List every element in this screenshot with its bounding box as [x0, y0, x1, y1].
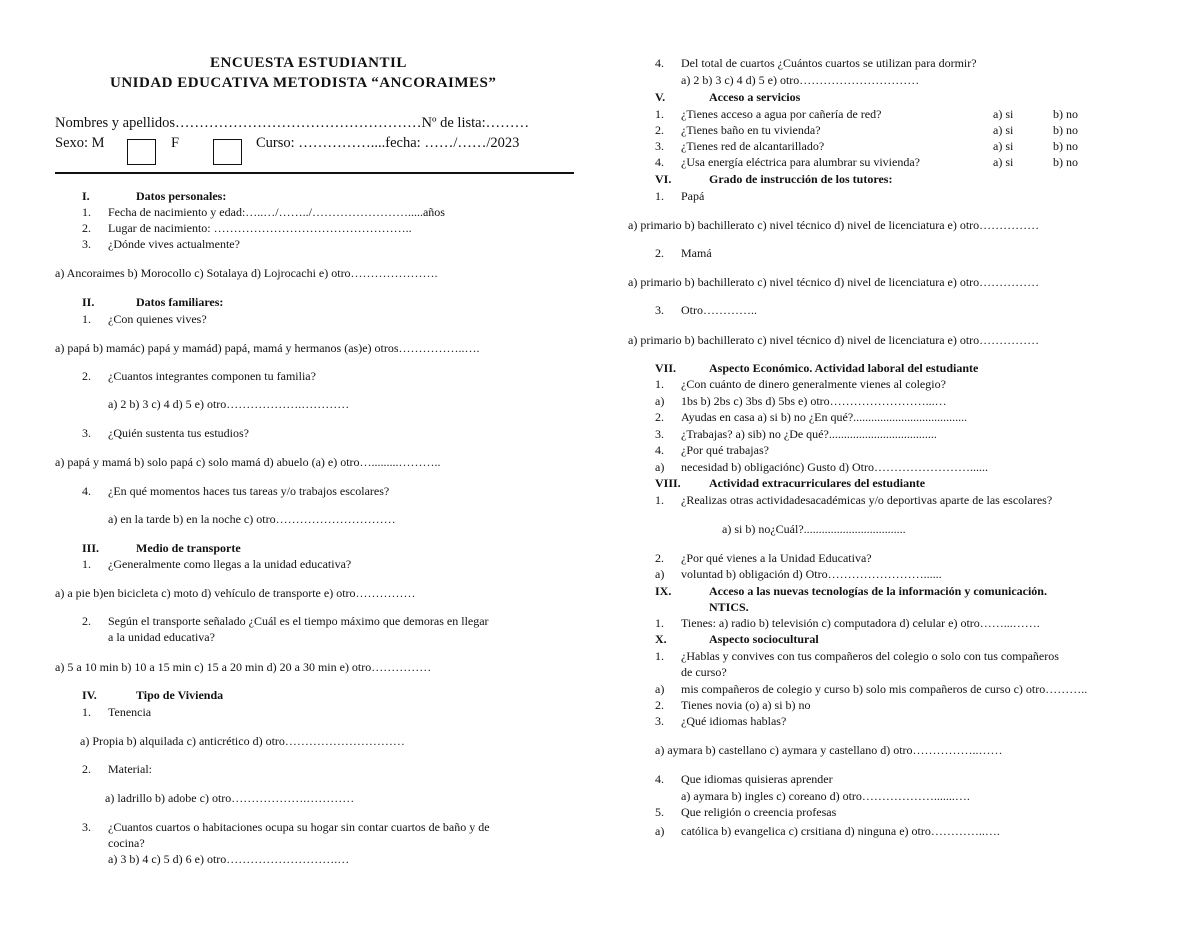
question-text: Que religión o creencia profesas: [681, 805, 837, 819]
answer-options: a) primario b) bachillerato c) nivel técnico d) nivel de licenciatura e) otro……………: [628, 333, 1040, 347]
header-divider: [55, 172, 574, 174]
section-number: III.: [82, 541, 100, 555]
answer-options: a) 2 b) 3 c) 4 d) 5 e) otro…………………………: [681, 73, 920, 87]
section-title: NTICS.: [709, 600, 749, 614]
question-text: ¿Generalmente como llegas a la unidad educativa?: [108, 557, 352, 571]
answer-options: a) primario b) bachillerato c) nivel técnico d) nivel de licenciatura e) otro……………: [628, 218, 1040, 232]
question-text: Tenencia: [108, 705, 152, 719]
answer-options: b) no: [1053, 123, 1078, 137]
answer-options: a) papá y mamá b) solo papá c) solo mamá d) abuelo (a) e) otro….........………..: [55, 455, 441, 469]
section-title: Medio de transporte: [136, 541, 241, 555]
question-text: Que idiomas quisieras aprender: [681, 772, 833, 786]
question-text: 3.: [655, 714, 664, 728]
answer-options: a) Propia b) alquilada c) anticrético d) otro…………………………: [80, 734, 405, 748]
question-text: cocina?: [108, 836, 145, 850]
survey-title: ENCUESTA ESTUDIANTIL: [210, 55, 407, 71]
school-title: UNIDAD EDUCATIVA METODISTA “ANCORAIMES”: [110, 75, 497, 91]
question-text: Tienes: a) radio b) televisión c) computadora d) celular e) otro……...…….: [681, 616, 1040, 630]
question-text: 2.: [82, 221, 91, 235]
question-text: ¿Por qué vienes a la Unidad Educativa?: [681, 551, 872, 565]
question-text: 4.: [655, 155, 664, 169]
question-text: 2.: [655, 551, 664, 565]
question-text: ¿Trabajas? a) sib) no ¿De qué?....................................: [681, 427, 937, 441]
question-text: 1.: [82, 312, 91, 326]
question-text: 3.: [82, 426, 91, 440]
question-text: Mamá: [681, 246, 712, 260]
answer-options: a) si: [993, 139, 1014, 153]
question-text: ¿Tienes red de alcantarillado?: [681, 139, 825, 153]
section-title: Aspecto sociocultural: [709, 632, 819, 646]
question-text: Ayudas en casa a) si b) no ¿En qué?......................................: [681, 410, 968, 424]
question-text: 4.: [82, 484, 91, 498]
answer-options: b) no: [1053, 107, 1078, 121]
answer-options: b) no: [1053, 155, 1078, 169]
answer-options: a): [655, 460, 665, 474]
answer-options: a) 2 b) 3 c) 4 d) 5 e) otro……………….…………: [108, 397, 350, 411]
section-title: Acceso a las nuevas tecnologías de la información y comunicación.: [709, 584, 1047, 598]
question-text: de curso?: [681, 665, 727, 679]
answer-options: a) aymara b) ingles c) coreano d) otro……………….......….: [681, 789, 970, 803]
section-number: II.: [82, 295, 95, 309]
answer-options: a) si: [993, 107, 1014, 121]
section-title: Acceso a servicios: [709, 90, 801, 104]
answer-options: a) a pie b)en bicicleta c) moto d) vehículo de transporte e) otro……………: [55, 586, 416, 600]
section-title: Tipo de Vivienda: [136, 688, 224, 702]
question-text: 3.: [82, 237, 91, 251]
section-title: Datos familiares:: [136, 295, 224, 309]
answer-options: a) en la tarde b) en la noche c) otro…………………………: [108, 512, 396, 526]
answer-options: b) no: [1053, 139, 1078, 153]
answer-options: a): [655, 394, 665, 408]
answer-options: a) si b) no¿Cuál?..................................: [722, 522, 906, 536]
answer-options: necesidad b) obligaciónc) Gusto d) Otro……………………......: [681, 460, 988, 474]
question-text: 3.: [655, 139, 664, 153]
section-title: Aspecto Económico. Actividad laboral del estudiante: [709, 361, 979, 375]
question-text: 2.: [82, 369, 91, 383]
question-text: ¿Cuantos cuartos o habitaciones ocupa su hogar sin contar cuartos de baño y de: [108, 820, 490, 834]
question-text: ¿Por qué trabajas?: [681, 443, 769, 457]
question-text: 2.: [82, 614, 91, 628]
question-text: 5.: [655, 805, 664, 819]
answer-options: voluntad b) obligación d) Otro……………………......: [681, 567, 942, 581]
section-title: Actividad extracurriculares del estudiante: [709, 476, 926, 490]
section-number: VIII.: [655, 476, 681, 490]
question-text: Del total de cuartos ¿Cuántos cuartos se utilizan para dormir?: [681, 56, 977, 70]
question-text: ¿Usa energía eléctrica para alumbrar su vivienda?: [681, 155, 920, 169]
question-text: 1.: [655, 107, 664, 121]
question-text: ¿Cuantos integrantes componen tu familia?: [108, 369, 316, 383]
answer-options: a) si: [993, 123, 1014, 137]
answer-options: católica b) evangelica c) crsitiana d) ninguna e) otro…………..….: [681, 824, 1000, 838]
question-text: ¿Con quienes vives?: [108, 312, 207, 326]
answer-options: a) Ancoraimes b) Morocollo c) Sotalaya d) Lojrocachi e) otro………………….: [55, 266, 438, 280]
question-text: a la unidad educativa?: [108, 630, 215, 644]
name-line: Nombres y apellidos……………………………………………Nº de lista:………: [55, 115, 530, 131]
section-number: VII.: [655, 361, 677, 375]
answer-options: 1bs b) 2bs c) 3bs d) 5bs e) otro……………………...…: [681, 394, 947, 408]
section-number: IV.: [82, 688, 97, 702]
question-text: Lugar de nacimiento: …………………………………………..: [108, 221, 412, 235]
sex-m-checkbox[interactable]: [127, 139, 156, 165]
sex-f-label: F: [171, 135, 180, 151]
question-text: Según el transporte señalado ¿Cuál es el tiempo máximo que demoras en llegar: [108, 614, 489, 628]
question-text: 3.: [82, 820, 91, 834]
question-text: 1.: [82, 205, 91, 219]
section-number: I.: [82, 189, 90, 203]
question-text: 2.: [82, 762, 91, 776]
question-text: Material:: [108, 762, 152, 776]
question-text: 4.: [655, 56, 664, 70]
answer-options: a) 3 b) 4 c) 5 d) 6 e) otro……………………….…: [108, 852, 350, 866]
question-text: 1.: [82, 705, 91, 719]
question-text: ¿Con cuánto de dinero generalmente vienes al colegio?: [681, 377, 946, 391]
sex-label: Sexo: M: [55, 135, 105, 151]
question-text: 4.: [655, 443, 664, 457]
question-text: 1.: [655, 189, 664, 203]
question-text: ¿Realizas otras actividadesacadémicas y/o deportivas aparte de las escolares?: [681, 493, 1053, 507]
section-title: Datos personales:: [136, 189, 227, 203]
question-text: 1.: [655, 493, 664, 507]
question-text: ¿Tienes acceso a agua por cañería de red?: [681, 107, 882, 121]
course-date-line: Curso: ……………....fecha: ……/……/2023: [256, 135, 520, 151]
question-text: ¿En qué momentos haces tus tareas y/o trabajos escolares?: [108, 484, 390, 498]
question-text: ¿Qué idiomas hablas?: [681, 714, 787, 728]
question-text: 2.: [655, 698, 664, 712]
question-text: 2.: [655, 410, 664, 424]
section-title: Grado de instrucción de los tutores:: [709, 172, 893, 186]
question-text: 1.: [655, 377, 664, 391]
answer-options: a) papá b) mamác) papá y mamád) papá, mamá y hermanos (as)e) otros……………..….: [55, 341, 480, 355]
answer-options: a): [655, 567, 665, 581]
question-text: 3.: [655, 303, 664, 317]
question-text: 4.: [655, 772, 664, 786]
question-text: 3.: [655, 427, 664, 441]
answer-options: a) aymara b) castellano c) aymara y castellano d) otro……………..……: [655, 743, 1003, 757]
question-text: ¿Quién sustenta tus estudios?: [108, 426, 249, 440]
question-text: 1.: [655, 649, 664, 663]
question-text: Otro…………..: [681, 303, 757, 317]
answer-options: a) si: [993, 155, 1014, 169]
section-number: VI.: [655, 172, 672, 186]
section-number: X.: [655, 632, 667, 646]
question-text: Papá: [681, 189, 705, 203]
section-number: IX.: [655, 584, 672, 598]
section-number: V.: [655, 90, 666, 104]
question-text: ¿Hablas y convives con tus compañeros del colegio o solo con tus compañeros: [681, 649, 1059, 663]
answer-options: a): [655, 824, 665, 838]
question-text: ¿Tienes baño en tu vivienda?: [681, 123, 821, 137]
question-text: 1.: [655, 616, 664, 630]
answer-options: a) ladrillo b) adobe c) otro……………….…………: [105, 791, 355, 805]
sex-f-checkbox[interactable]: [213, 139, 242, 165]
answer-options: mis compañeros de colegio y curso b) solo mis compañeros de curso c) otro………..: [681, 682, 1088, 696]
answer-options: a): [655, 682, 665, 696]
question-text: 2.: [655, 246, 664, 260]
question-text: 1.: [82, 557, 91, 571]
question-text: ¿Dónde vives actualmente?: [108, 237, 240, 251]
answer-options: a) 5 a 10 min b) 10 a 15 min c) 15 a 20 min d) 20 a 30 min e) otro……………: [55, 660, 432, 674]
question-text: Tienes novia (o) a) si b) no: [681, 698, 811, 712]
answer-options: a) primario b) bachillerato c) nivel técnico d) nivel de licenciatura e) otro……………: [628, 275, 1040, 289]
question-text: 2.: [655, 123, 664, 137]
question-text: Fecha de nacimiento y edad:…..…/……../…………………….....años: [108, 205, 445, 219]
